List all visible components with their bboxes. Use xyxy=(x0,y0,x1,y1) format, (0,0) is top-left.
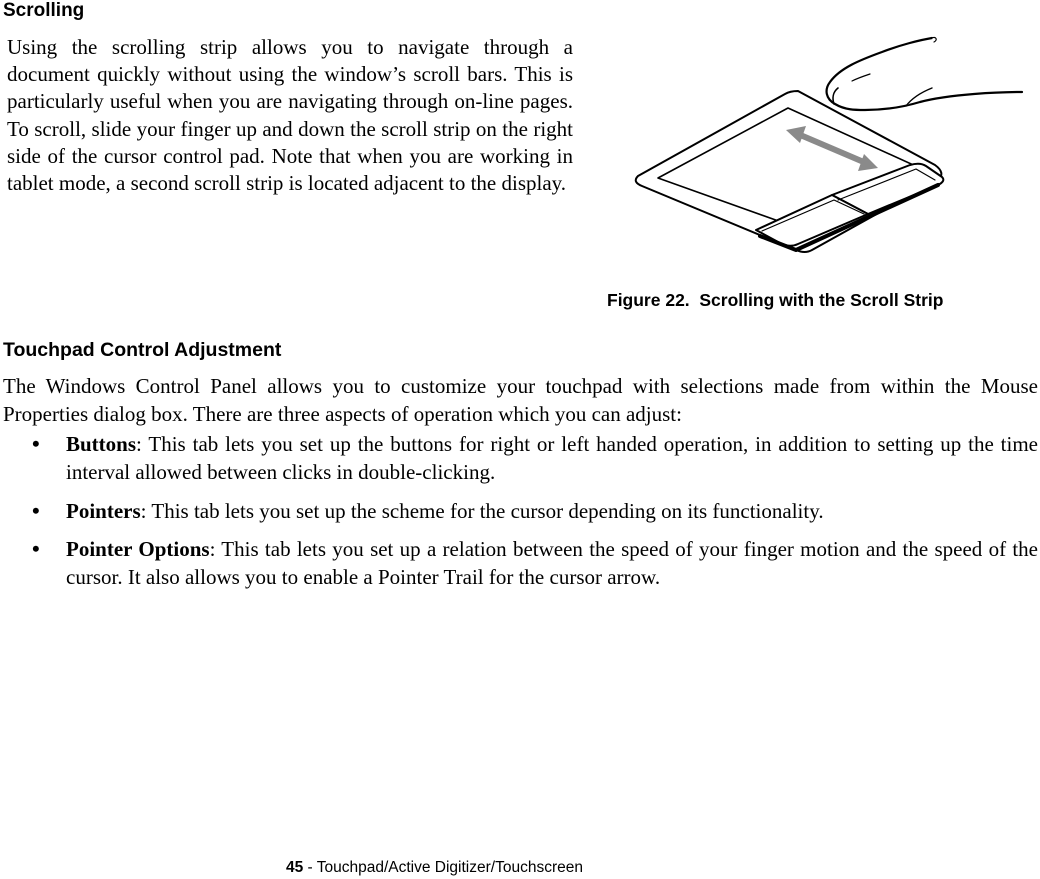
touchpad-paragraph: The Windows Control Panel allows you to customize your touchpad with selections made from within the Mouse Properties dialog box. There are three aspects of operation which you can adjust: xyxy=(3,374,1038,426)
bullet-marker: • xyxy=(32,498,40,523)
scrolling-heading: Scrolling xyxy=(3,0,85,21)
scroll-arrow-icon xyxy=(786,126,878,171)
bullet-text xyxy=(66,497,1038,525)
bullet-marker: • xyxy=(32,431,40,456)
page-number: 45 xyxy=(286,859,304,876)
bullet-term: Buttons xyxy=(66,432,137,456)
footer-separator: - xyxy=(303,859,317,876)
bullet-text xyxy=(66,535,1038,591)
bullet-text xyxy=(66,430,1038,486)
touchpad-icon xyxy=(636,91,944,252)
bullet-description: : This tab lets you set up a relation between the speed of your finger motion and the speed of the cursor. It also allows you to enable a Pointer Trail for the cursor arrow. xyxy=(66,537,1038,589)
bullet-description: : This tab lets you set up the buttons for right or left handed operation, in addition to setting up the time interval allowed between clicks in double-clicking. xyxy=(66,432,1038,484)
bullet-term: Pointer Options xyxy=(66,537,210,561)
touchpad-scroll-illustration xyxy=(620,18,1030,258)
page-footer xyxy=(286,858,583,878)
bullet-marker: • xyxy=(32,536,40,561)
footer-section-title: Touchpad/Active Digitizer/Touchscreen xyxy=(316,859,583,876)
bullet-description: : This tab lets you set up the scheme for the cursor depending on its functionality. xyxy=(140,499,824,523)
finger-icon xyxy=(827,37,1022,110)
touchpad-adjustment-heading: Touchpad Control Adjustment xyxy=(3,339,282,361)
scrolling-paragraph: Using the scrolling strip allows you to navigate through a document quickly without using the window’s scroll bars. This is particularly useful when you are navigating through on-line pages. To scroll, slide your finger up and down the scroll strip on the right side of the cursor control pad. Note that when you are working in tablet mode, a second scroll strip is located adjacent to the display. xyxy=(7,35,573,196)
bullet-term: Pointers xyxy=(66,499,141,523)
figure-caption: Figure 22. Scrolling with the Scroll Strip xyxy=(607,290,944,310)
